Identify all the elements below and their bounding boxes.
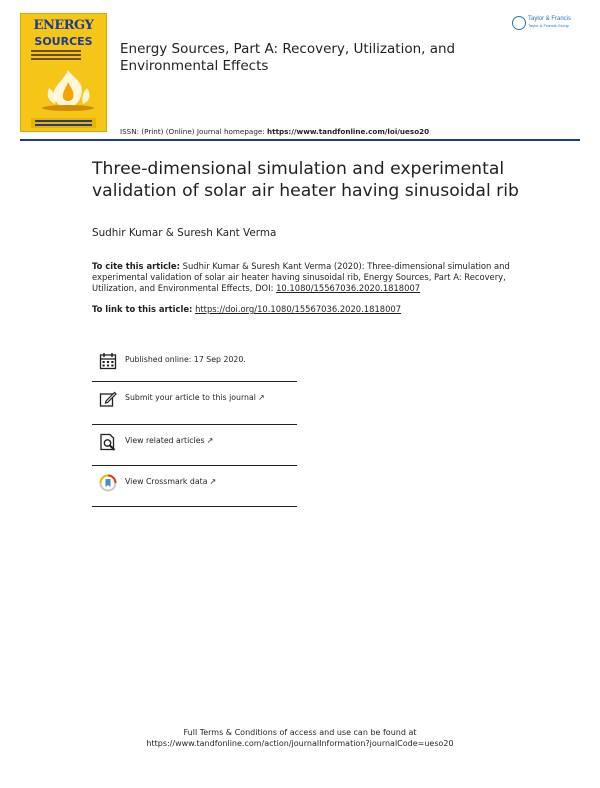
article-authors: Sudhir Kumar & Suresh Kant Verma xyxy=(92,227,277,239)
publisher-logo[interactable] xyxy=(512,16,572,30)
citation-block xyxy=(92,261,512,294)
flame-illustration xyxy=(35,66,101,112)
published-online-text: Published online: 17 Sep 2020. xyxy=(125,355,246,364)
divider xyxy=(92,381,297,382)
crossmark-item[interactable] xyxy=(92,474,297,504)
cover-title-energy: ENERGY xyxy=(33,18,94,33)
related-articles-item[interactable] xyxy=(92,433,297,463)
cover-title-sources: SOURCES xyxy=(34,35,93,48)
external-link-icon: ↗ xyxy=(257,393,265,402)
divider xyxy=(92,424,297,425)
publisher-group: Taylor & Francis Group xyxy=(528,23,569,28)
calendar-icon xyxy=(99,352,117,370)
article-link-label: To link to this article: xyxy=(92,304,193,314)
footer xyxy=(0,727,600,749)
submit-article-link[interactable]: Submit your article to this journal ↗ xyxy=(125,393,265,402)
journal-homepage-link[interactable]: https://www.tandfonline.com/loi/ueso20 xyxy=(267,127,430,136)
citation-label: To cite this article: xyxy=(92,261,180,271)
submit-article-item[interactable] xyxy=(92,390,297,420)
cover-band xyxy=(31,118,96,128)
related-articles-icon xyxy=(99,433,117,451)
doi-link[interactable]: 10.1080/15567036.2020.1818007 xyxy=(276,283,421,293)
publisher-name: Taylor & Francis xyxy=(528,16,572,22)
cover-subtitle-lines xyxy=(31,50,81,60)
header-rule xyxy=(20,139,580,141)
article-title: Three-dimensional simulation and experimental validation of solar air heater having sinusoidal rib xyxy=(92,159,519,201)
crossmark-link[interactable]: View Crossmark data ↗ xyxy=(125,477,217,486)
issn-prefix: ISSN: (Print) (Online) Journal homepage: xyxy=(120,127,268,136)
related-articles-link[interactable]: View related articles ↗ xyxy=(125,436,214,445)
crossmark-icon xyxy=(99,474,117,492)
external-link-icon: ↗ xyxy=(209,477,217,486)
issn-line xyxy=(120,127,429,136)
footer-terms-text: Full Terms & Conditions of access and use can be found at xyxy=(183,728,417,737)
edit-icon xyxy=(99,390,117,408)
divider xyxy=(92,465,297,466)
article-link-line xyxy=(92,304,401,314)
divider xyxy=(92,506,297,507)
external-link-icon: ↗ xyxy=(206,436,214,445)
published-online-item xyxy=(92,352,297,382)
journal-cover-image xyxy=(20,13,107,132)
citation-text: Sudhir Kumar & Suresh Kant Verma (2020): Three-dimensional simulation and experimental validation of solar air heater having sinusoidal rib, Energy Sources, Part A: Recovery, Utilization, and Environmental Effects, DOI: xyxy=(92,261,510,293)
publisher-logo-icon xyxy=(512,16,526,30)
journal-title: Energy Sources, Part A: Recovery, Utilization, and Environmental Effects xyxy=(120,41,456,74)
footer-terms-url[interactable]: https://www.tandfonline.com/action/journalInformation?journalCode=ueso20 xyxy=(146,739,454,748)
article-url-link[interactable]: https://doi.org/10.1080/15567036.2020.1818007 xyxy=(195,304,402,314)
